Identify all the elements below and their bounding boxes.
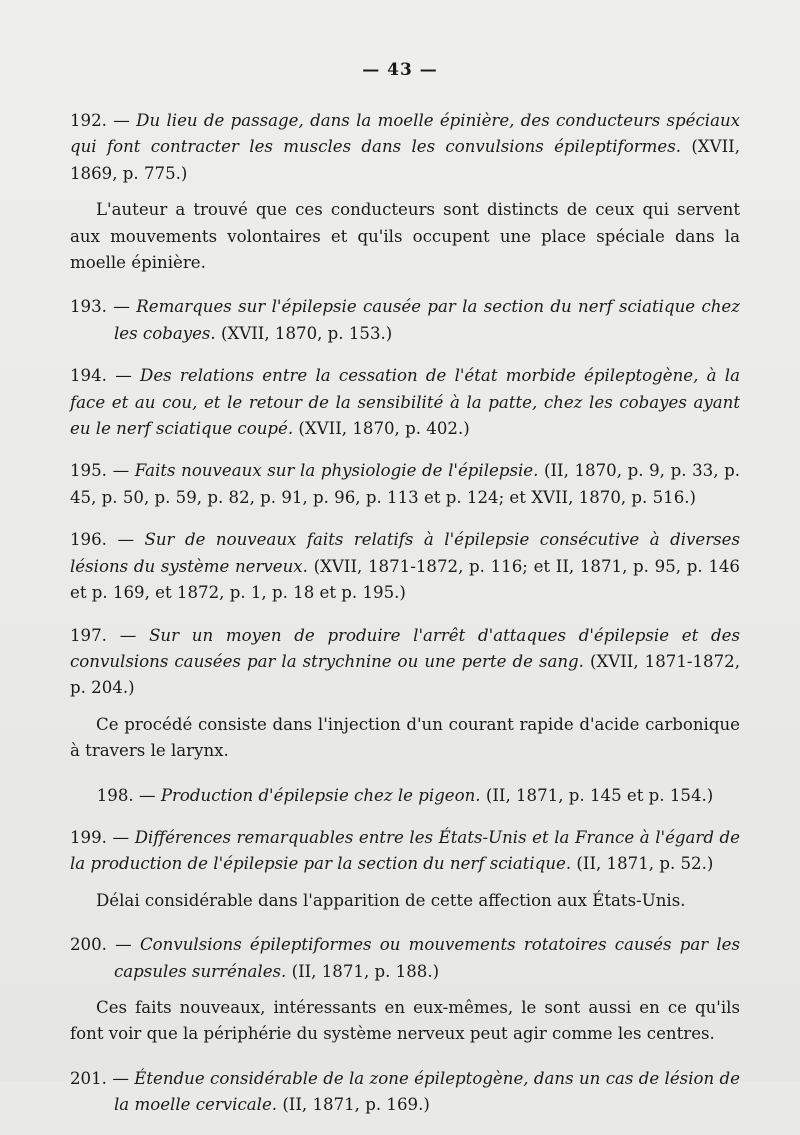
entry-number: 200. — [70, 935, 107, 955]
entry-192 — [70, 108, 740, 187]
entry-reference: (XVII, 1870, p. 153.) — [215, 323, 393, 343]
entry-reference: (II, 1870, p. 9, p. 33, p. 45, p. 50, p. 59, p. 82, p. 91, p. 96, p. 113 et p. 124; et XVII, 1870, p. 516.) — [70, 461, 740, 507]
entry-reference: (XVII, 1871-1872, p. 204.) — [70, 651, 741, 698]
entry-196 — [70, 527, 740, 606]
entry-reference: (II, 1871, p. 145 et p. 154.) — [480, 785, 714, 805]
entry-title: — Du lieu de passage, dans la moelle épinière, des conducteurs spéciaux qui font contracter les muscles dans les convulsions épileptiformes. — [70, 111, 741, 157]
entry-number: 196. — [70, 530, 107, 550]
entry-title: — Sur de nouveaux faits relatifs à l'épilepsie consécutive à diverses lésions du système nerveux. — [70, 530, 740, 576]
page-number: — 43 — — [362, 60, 438, 80]
note-197: Ce procédé consiste dans l'injection d'un courant rapide d'acide carbonique à travers le larynx. — [70, 714, 740, 761]
entry-reference: (II, 1871, p. 188.) — [286, 961, 440, 981]
entry-197 — [70, 623, 740, 702]
entry-reference: (II, 1871, p. 52.) — [571, 854, 714, 874]
entry-title: — Des relations entre la cessation de l'état morbide épileptogène, à la face et au cou, et le retour de la sensibilité à la patte, chez les cobayes ayant eu le nerf sciatique coupé. — [70, 366, 740, 439]
entry-number: 192. — [70, 111, 107, 130]
entry-number: 195. — [70, 461, 107, 481]
entry-reference: (II, 1871, p. 169.) — [277, 1095, 430, 1115]
entry-194 — [70, 363, 740, 442]
entry-title: — Production d'épilepsie chez le pigeon. — [138, 785, 481, 805]
entry-195 — [70, 458, 740, 511]
note-192: L'auteur a trouvé que ces conducteurs sont distincts de ceux qui servent aux mouvements volontaires et qu'ils occupent une place spéciale dans la moelle épinière. — [70, 200, 740, 273]
entry-200 — [70, 932, 740, 985]
entry-title: — Remarques sur l'épilepsie causée par la section du nerf sciatique chez les cobayes. — [113, 297, 740, 343]
entry-198 — [70, 783, 740, 809]
entry-title: — Faits nouveaux sur la physiologie de l'épilepsie. — [112, 461, 539, 481]
entry-reference: (XVII, 1870, p. 402.) — [293, 419, 470, 439]
entry-reference: (XVII, 1871-1872, p. 116; et II, 1871, p. 95, p. 146 et p. 169, et 1872, p. 1, p. 18 et p. 195.) — [70, 556, 740, 603]
entry-title: — Différences remarquables entre les États-Unis et la France à l'égard de la production de l'épilepsie par la section du nerf sciatique. — [70, 827, 741, 874]
entry-199 — [70, 825, 740, 878]
entry-reference: (XVII, 1869, p. 775.) — [70, 137, 740, 183]
entry-title: — Convulsions épileptiformes ou mouvements rotatoires causés par les capsules surrénales. — [114, 935, 741, 981]
entry-number: 194. — [70, 366, 107, 386]
entry-number: 197. — [70, 625, 107, 645]
note-199: Délai considérable dans l'apparition de cette affection aux États-Unis. — [96, 890, 686, 910]
entry-number: 201. — [70, 1068, 107, 1088]
entry-number: 193. — [70, 297, 107, 317]
entry-title: — Étendue considérable de la zone épileptogène, dans un cas de lésion de la moelle cervicale. — [112, 1068, 740, 1115]
note-200: Ces faits nouveaux, intéressants en eux-mêmes, le sont aussi en ce qu'ils font voir que la périphérie du système nerveux peut agir comme les centres. — [70, 997, 740, 1044]
entry-number: 199. — [70, 827, 107, 847]
document-body — [70, 108, 740, 1135]
entry-193 — [70, 294, 740, 347]
entry-201 — [70, 1066, 740, 1119]
entry-title: — Sur un moyen de produire l'arrêt d'attaques d'épilepsie et des convulsions causées par la strychnine ou une perte de sang. — [70, 625, 740, 671]
entry-number: 198. — [96, 785, 134, 805]
